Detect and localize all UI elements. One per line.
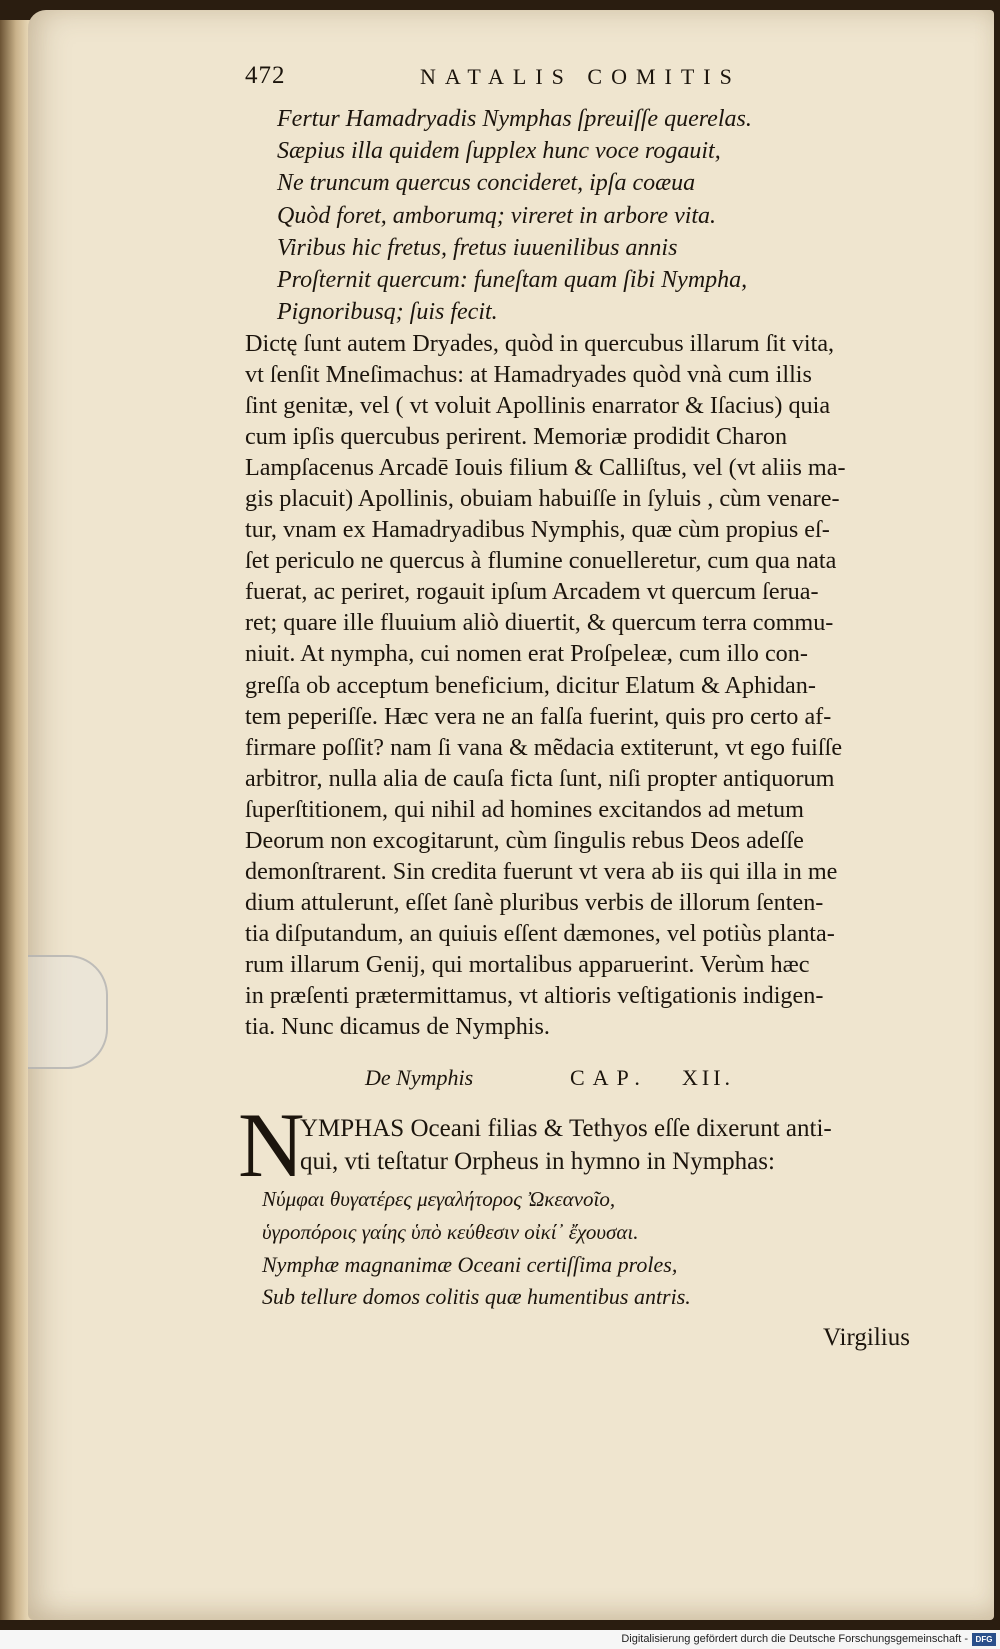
footer-credit: Digitalisierung gefördert durch die Deutsche Forschungsgemeinschaft - (621, 1633, 968, 1645)
chapter-subject: De Nymphis (365, 1065, 474, 1090)
drop-capital: N (238, 1094, 305, 1196)
chapter-opening-text: YMPHAS Oceani filias & Tethyos eſſe dixerunt anti- qui, vti teſtatur Orpheus in hymno in Nymphas: (300, 1115, 832, 1175)
greek-verse: Νύμφαι θυγατέρες μεγαλήτορος Ὠκεανοῖο, ὑγροπόροις γαίης ὑπὸ κεύθεσιν οἰκί᾽ ἔχουσαι. (262, 1187, 639, 1244)
chapter-heading (365, 1065, 765, 1101)
verse-block: Fertur Hamadryadis Nymphas ſpreuiſſe querelas. Sæpius illa quidem ſupplex hunc voce rogauit, Ne truncum quercus concideret, ipſa coæua Quòd foret, amborumq; vireret in arbore vita. Viribus hic fretus, fretus iuuenilibus annis Proſternit quercum: funeſtam quam ſibi Nympha, Pignoribusq; ſuis fecit. (277, 106, 752, 326)
chapter-number: XII. (682, 1065, 735, 1090)
page-clip (28, 955, 108, 1069)
running-title: NATALIS COMITIS (420, 64, 741, 89)
prose-paragraph: Dictę ſunt autem Dryades, quòd in quercubus illarum ſit vita, vt ſenſit Mneſimachus: at Hamadryades quòd vnà cum illis ſint genitæ, vel ( vt voluit Apollinis enarrator & Iſacius) quia cum ipſis quercubus perirent. Memoriæ prodidit Charon Lampſacenus Arcadē Iouis filium & Calliſtus, vel (vt aliis ma- gis placuit) Apollinis, obuiam habuiſſe in ſyluis , cùm venare- tur, vnam ex Hamadryadibus Nymphis, quæ cùm propius eſ- ſet periculo ne quercus à flumine conuelleretur, cum qua nata fuerat, ac periret, rogauit ipſum Arcadem vt quercum ſerua- ret; quare ille fluuium aliò diuertit, & quercum terra commu- niuit. At nympha, cui nomen erat Proſpeleæ, cum illo con- greſſa ob acceptum beneficium, dicitur Elatum & Aphidan- tem peperiſſe. Hæc vera ne an falſa fuerint, quis pro certo af- firmare poſſit? nam ſi vana & mẽdacia extiterunt, vt ego fuiſſe arbitror, nulla alia de cauſa ficta ſunt, niſi propter antiquorum ſuperſtitionem, qui nihil ad homines excitandos ad metum Deorum non excogitarunt, cùm ſingulis rebus Deos adeſſe demonſtrarent. Sin credita fuerunt vt vera ab iis qui illa in me dium attulerunt, eſſet ſanè pluribus verbis de illorum ſenten- tia diſputandum, an quiuis eſſent dæmones, vel potiùs planta- rum illarum Genij, qui mortalibus apparuerint. Verùm hæc in præſenti prætermittamus, vt altioris veſtigationis indigen- tia. Nunc dicamus de Nymphis. (245, 330, 846, 1041)
page-header (245, 62, 825, 98)
page-number: 472 (245, 62, 286, 89)
digitization-footer (0, 1630, 1000, 1649)
dfg-logo-icon: DFG (972, 1633, 996, 1646)
latin-verse-translation: Nymphæ magnanimæ Oceani certiſſima proles, Sub tellure domos colitis quæ humentibus antris. (262, 1252, 691, 1309)
catchword: Virgilius (823, 1324, 910, 1351)
chapter-label: CAP. (570, 1065, 648, 1090)
